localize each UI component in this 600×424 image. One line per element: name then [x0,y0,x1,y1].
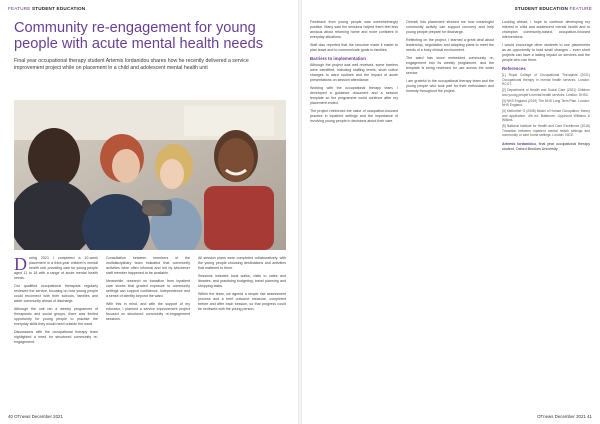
reference-item: [5] National Institute for Health and Care Excellence (2016) Transition between inpatient mental health settings and community or care home settings. London: NICE. [502,124,590,137]
body-column-1 [14,256,98,348]
article-headline: Community re-engagement for young people with acute mental health needs [14,20,264,53]
body-paragraph: During 2021 I completed a 10-week placement in a third-year children's mental health unit, providing care for young people aged 11 to 18 with a range of acute mental health needs. [14,254,98,280]
body-paragraph: With this in mind, and with the support of my educator, I planned a service improvement project focused on structured community re-engagement sessions. [106,302,190,321]
body-column-2 [106,256,190,325]
body-column-4 [310,20,398,127]
drop-cap: D [14,254,27,274]
body-paragraph: The ward has since embedded community re-engagement into its weekly programme, and the template is being reviewed for use across the wider service. [406,56,494,75]
running-title: STUDENT EDUCATION [31,6,86,11]
body-column-3 [198,256,286,315]
body-paragraph: All session plans were completed collaboratively, with the young people choosing destinations and activities that mattered to them. [198,256,286,270]
photo-illustration [14,100,286,250]
body-paragraph: Consultation between members of the multidisciplinary team indicated that community activities were often informal and led by whichever staff member happened to be available. [106,256,190,275]
body-paragraph: Overall, this placement showed me how meaningful community activity can support recovery and help young people prepare for discharge. [406,20,494,34]
body-paragraph: Looking ahead, I hope to continue developing my interest in child and adolescent mental health and to champion community-based, occupation-focused interventions. [502,20,590,39]
body-paragraph: I am grateful to the occupational therapy team and the young people who took part for their enthusiasm and honesty throughout the project. [406,79,494,93]
reference-item: [2] Department of Health and Social Care (2021) Children and young people's mental health services. London: DHSC. [502,88,590,97]
references-list [502,73,590,138]
reference-item: [4] Kielhofner G (2008) Model of Human Occupation: theory and application. 4th ed. Baltimore: Lippincott Williams & Wilkins. [502,109,590,122]
body-column-5 [406,20,494,97]
body-paragraph: The project reinforced the value of occupation-focused practice in inpatient settings and the importance of involving young people in decisions about their care. [310,109,398,123]
body-paragraph: Working with the occupational therapy team, I developed a guidance document and a session template so the programme could continue after my placement ended. [310,86,398,105]
body-paragraph: Meanwhile, research on transition from inpatient care shows that graded exposure to community settings can support confidence, independence and a sense of identity beyond the ward. [106,279,190,298]
references-heading: References [502,66,526,71]
page-gutter [298,0,302,424]
running-section: FEATURE [569,6,592,11]
running-section: FEATURE [8,6,31,11]
author-name: Artemis Iordanidou [502,141,536,146]
running-header-left [8,6,85,11]
running-title: STUDENT EDUCATION [514,6,569,11]
body-column-6 [502,20,590,155]
author-role: final year occupational therapy student, Oxford Brookes University [502,141,590,151]
body-paragraph: Within the team, we agreed a simple risk assessment process and a brief outcome measure, completed before and after each session, so that progress could be reviewed with the young person. [198,292,286,311]
body-paragraph: Feedback from young people was overwhelmingly positive. Many said the sessions helped them feel less anxious about returning home and more confident in everyday situations. [310,20,398,39]
body-paragraph: Our qualified occupational therapists regularly reviewed the service, focusing on how young people could reconnect with their schools, families and wider community ahead of discharge. [14,284,98,303]
page-folio-left: 40 OTnews December 2021 [8,414,63,419]
right-page [300,0,600,424]
author-bio: Artemis Iordanidou, final year occupational therapy student, Oxford Brookes University [502,141,590,151]
page-folio-right: OTnews December 2021 41 [537,414,592,419]
body-paragraph: I would encourage other students to use placements as an opportunity to lead small changes – even short projects can have a lasting impact on services and the people who use them. [502,43,590,62]
reference-item: [1] Royal College of Occupational Therapists (2021) Occupational therapy in mental health services. London: RCOT. [502,73,590,86]
body-paragraph: Reflecting on the project, I learned a great deal about leadership, negotiation and adapting plans to meet the needs of a busy clinical environment. [406,38,494,52]
body-paragraph: Although the project was well received, some barriers were identified, including staffing levels, short notice changes to ward routines and the impact of acute presentations on session attendance. [310,63,398,82]
reference-item: [3] NHS England (2019) The NHS Long Term Plan. London: NHS England. [502,98,590,107]
section-heading: Barriers to implementation [310,56,366,61]
article-photo [14,100,286,250]
body-paragraph: Staff also reported that the structure made it easier to plan leave and to communicate goals to families. [310,43,398,52]
body-paragraph: Sessions included local walks, visits to cafes and libraries, and practising budgeting, travel planning and shopping tasks. [198,274,286,288]
running-header-right [515,6,592,11]
article-standfirst: Final year occupational therapy student Artemis Iordanidou shares how he recently delivered a service improvement project while on placement in a child and adolescent mental health unit [14,58,249,71]
body-paragraph: Although the unit ran a weekly programme of therapeutic and social groups, there was limited opportunity for young people to practise the everyday skills they would need outside the ward. [14,307,98,326]
body-paragraph: Discussions with the occupational therapy team highlighted a need for structured community re-engagement. [14,330,98,344]
